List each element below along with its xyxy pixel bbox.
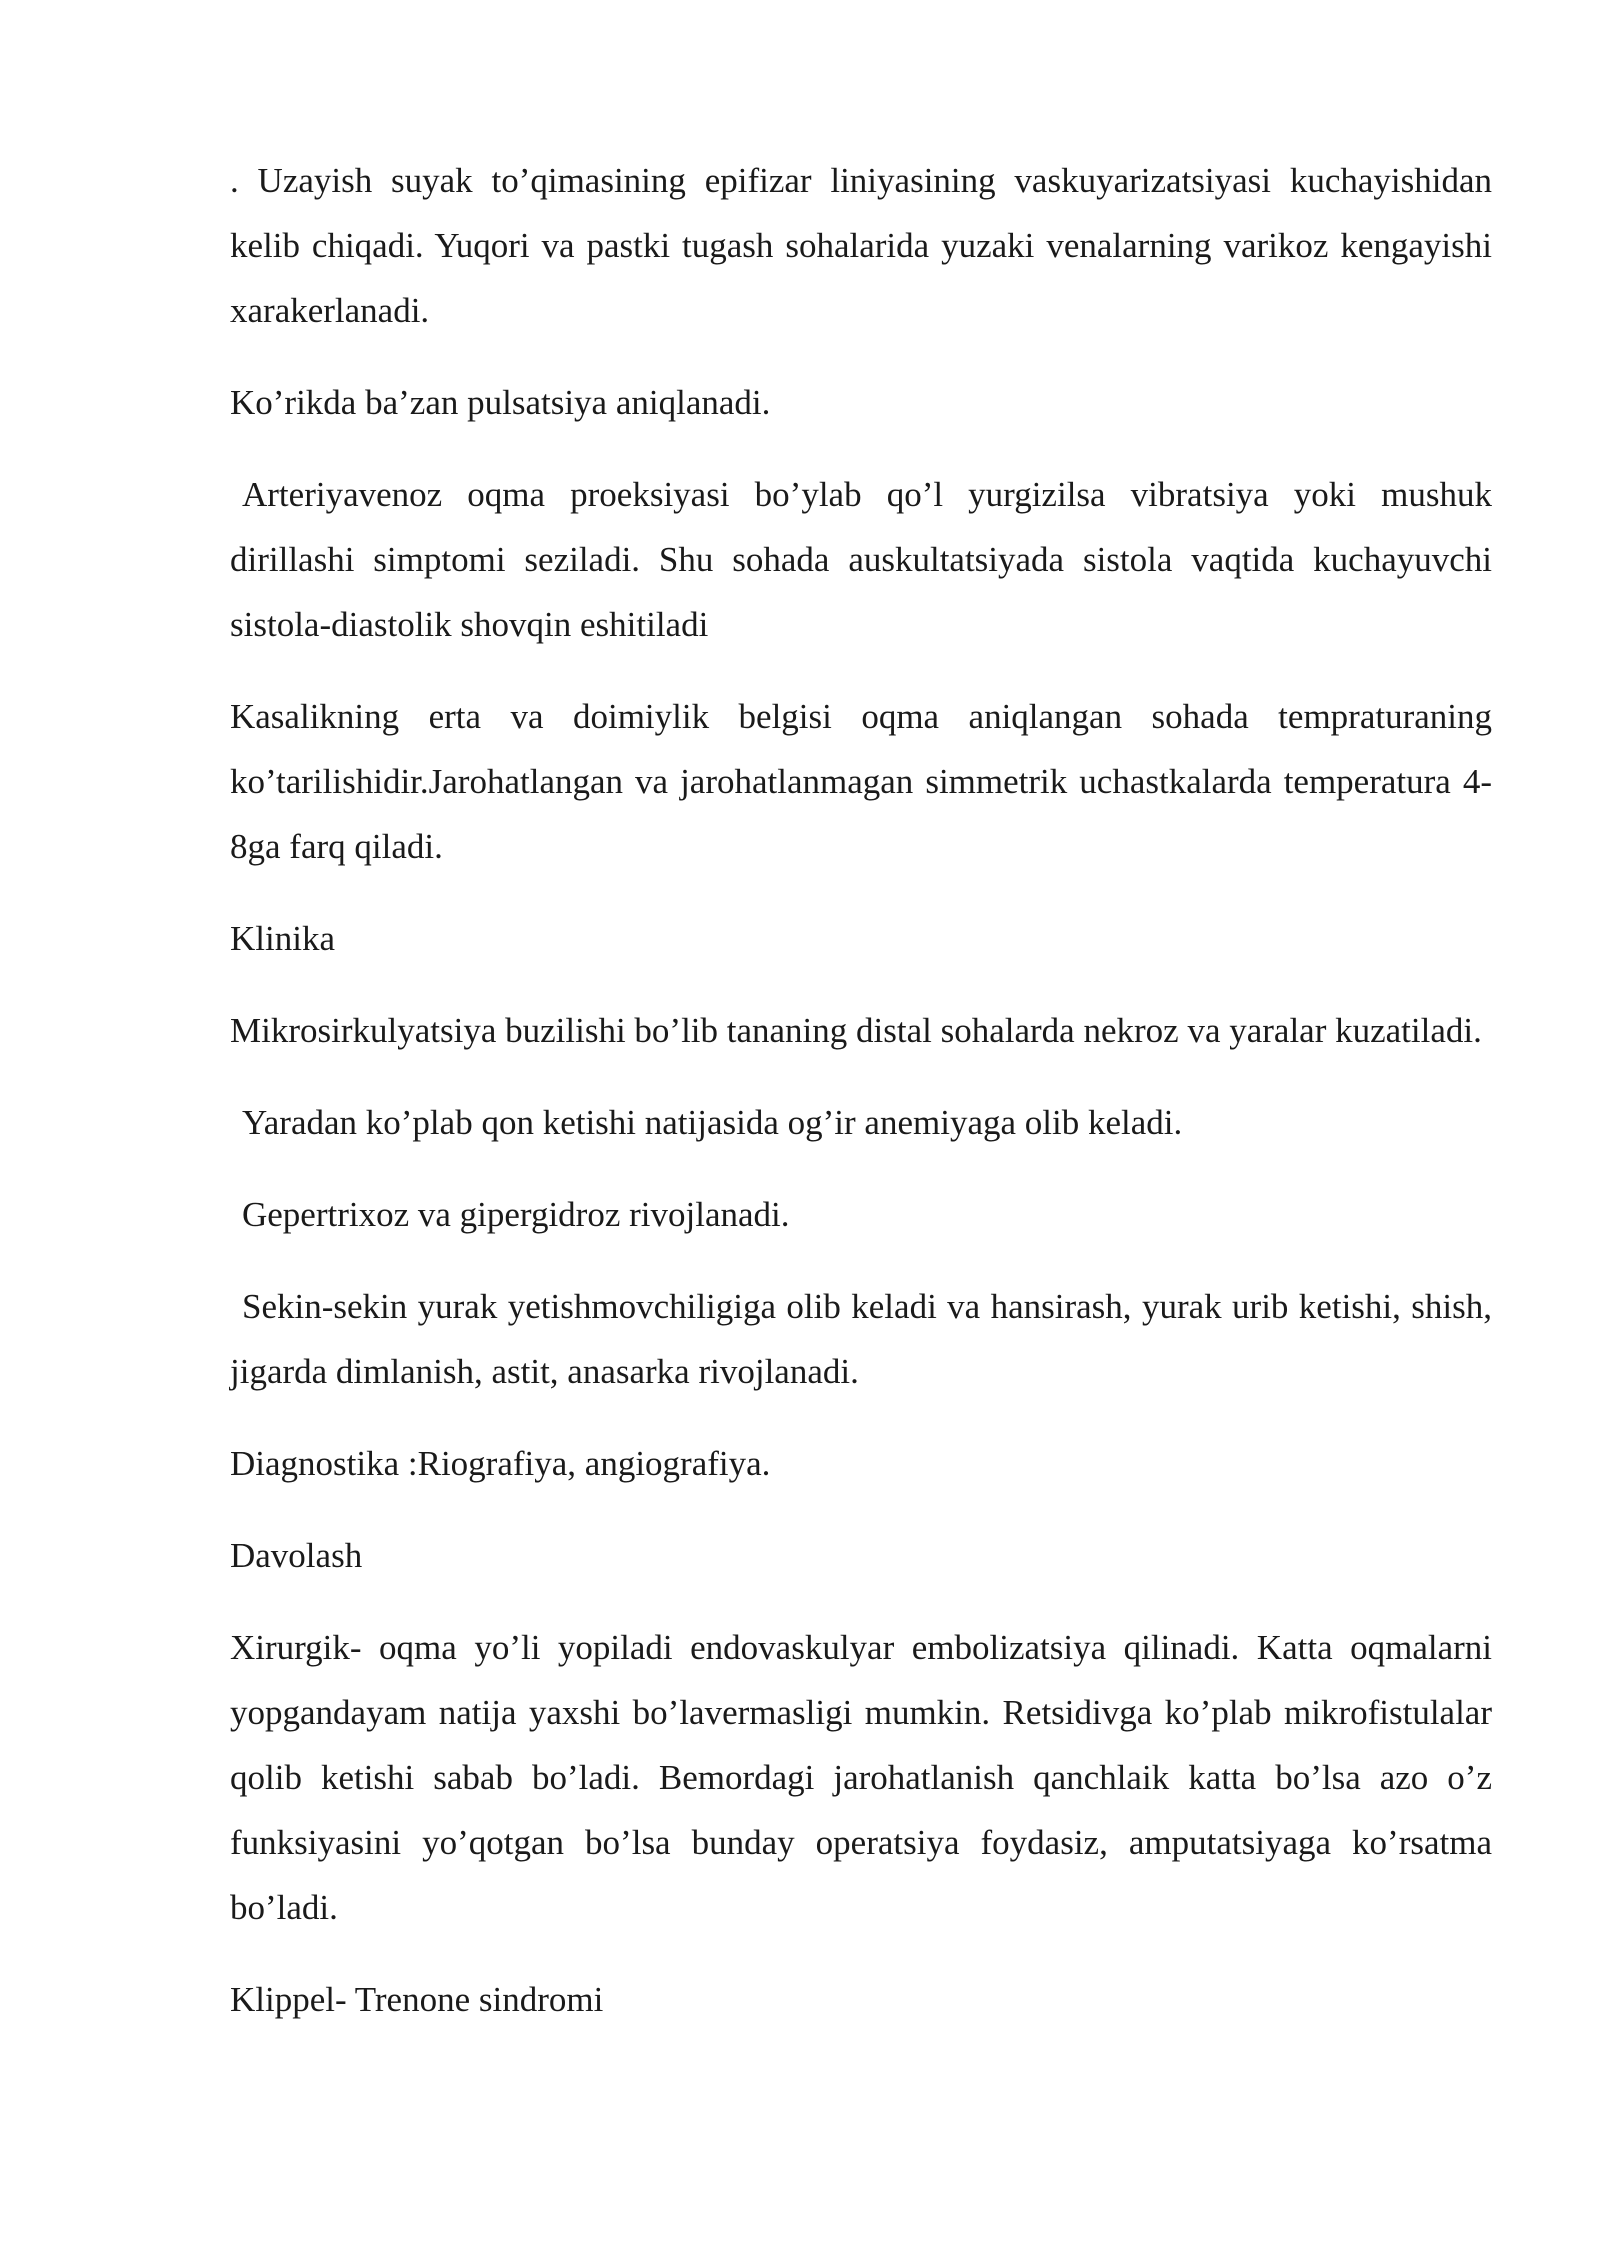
paragraph-pulsation: Ko’rikda ba’zan pulsatsiya aniqlanadi. xyxy=(230,383,771,422)
paragraph-temperature: Kasalikning erta va doimiylik belgisi oqma aniqlangan sohada tempraturaning ko’tarilishidir.Jarohatlangan va jarohatlanmagan simmetrik uchastkalarda temperatura 4-8ga farq qiladi. xyxy=(230,697,1492,866)
paragraph-bleeding-anemia: Yaradan ko’plab qon ketishi natijasida og’ir anemiyaga olib keladi. xyxy=(242,1103,1183,1142)
heading-klinika: Klinika xyxy=(230,919,335,958)
heading-davolash: Davolash xyxy=(230,1536,363,1575)
paragraph-epiphyseal-vascularization: . Uzayish suyak to’qimasining epifizar liniyasining vaskuyarizatsiyasi kuchayishidan kelib chiqadi. Yuqori va pastki tugash sohalarida yuzaki venalarning varikoz kengayishi xarakerlanadi. xyxy=(230,161,1492,330)
heading-klippel-trenone: Klippel- Trenone sindromi xyxy=(230,1980,604,2019)
paragraph-diagnostics: Diagnostika :Riografiya, angiografiya. xyxy=(230,1444,771,1483)
document-page xyxy=(230,148,1492,2032)
paragraph-surgical-treatment: Xirurgik- oqma yo’li yopiladi endovaskulyar embolizatsiya qilinadi. Katta oqmalarni yopgandayam natija yaxshi bo’lavermasligi mumkin. Retsidivga ko’plab mikrofistulalar qolib ketishi sabab bo’ladi. Bemordagi jarohatlanish qanchlaik katta bo’lsa azo o’z funksiyasini yo’qotgan bo’lsa bunday operatsiya foydasiz, amputatsiyaga ko’rsatma bo’ladi. xyxy=(230,1628,1492,1927)
paragraph-vibration-symptom: Arteriyavenoz oqma proeksiyasi bo’ylab qo’l yurgizilsa vibratsiya yoki mushuk dirillashi simptomi seziladi. Shu sohada auskultatsiyada sistola vaqtida kuchayuvchi sistola-diastolik shovqin eshitiladi xyxy=(230,475,1492,644)
paragraph-heart-failure: Sekin-sekin yurak yetishmovchiligiga olib keladi va hansirash, yurak urib ketishi, shish, jigarda dimlanish, astit, anasarka rivojlanadi. xyxy=(230,1287,1492,1391)
paragraph-hypertrichosis: Gepertrixoz va gipergidroz rivojlanadi. xyxy=(242,1195,790,1234)
paragraph-microcirculation: Mikrosirkulyatsiya buzilishi bo’lib tananing distal sohalarda nekroz va yaralar kuzatiladi. xyxy=(230,1011,1482,1050)
